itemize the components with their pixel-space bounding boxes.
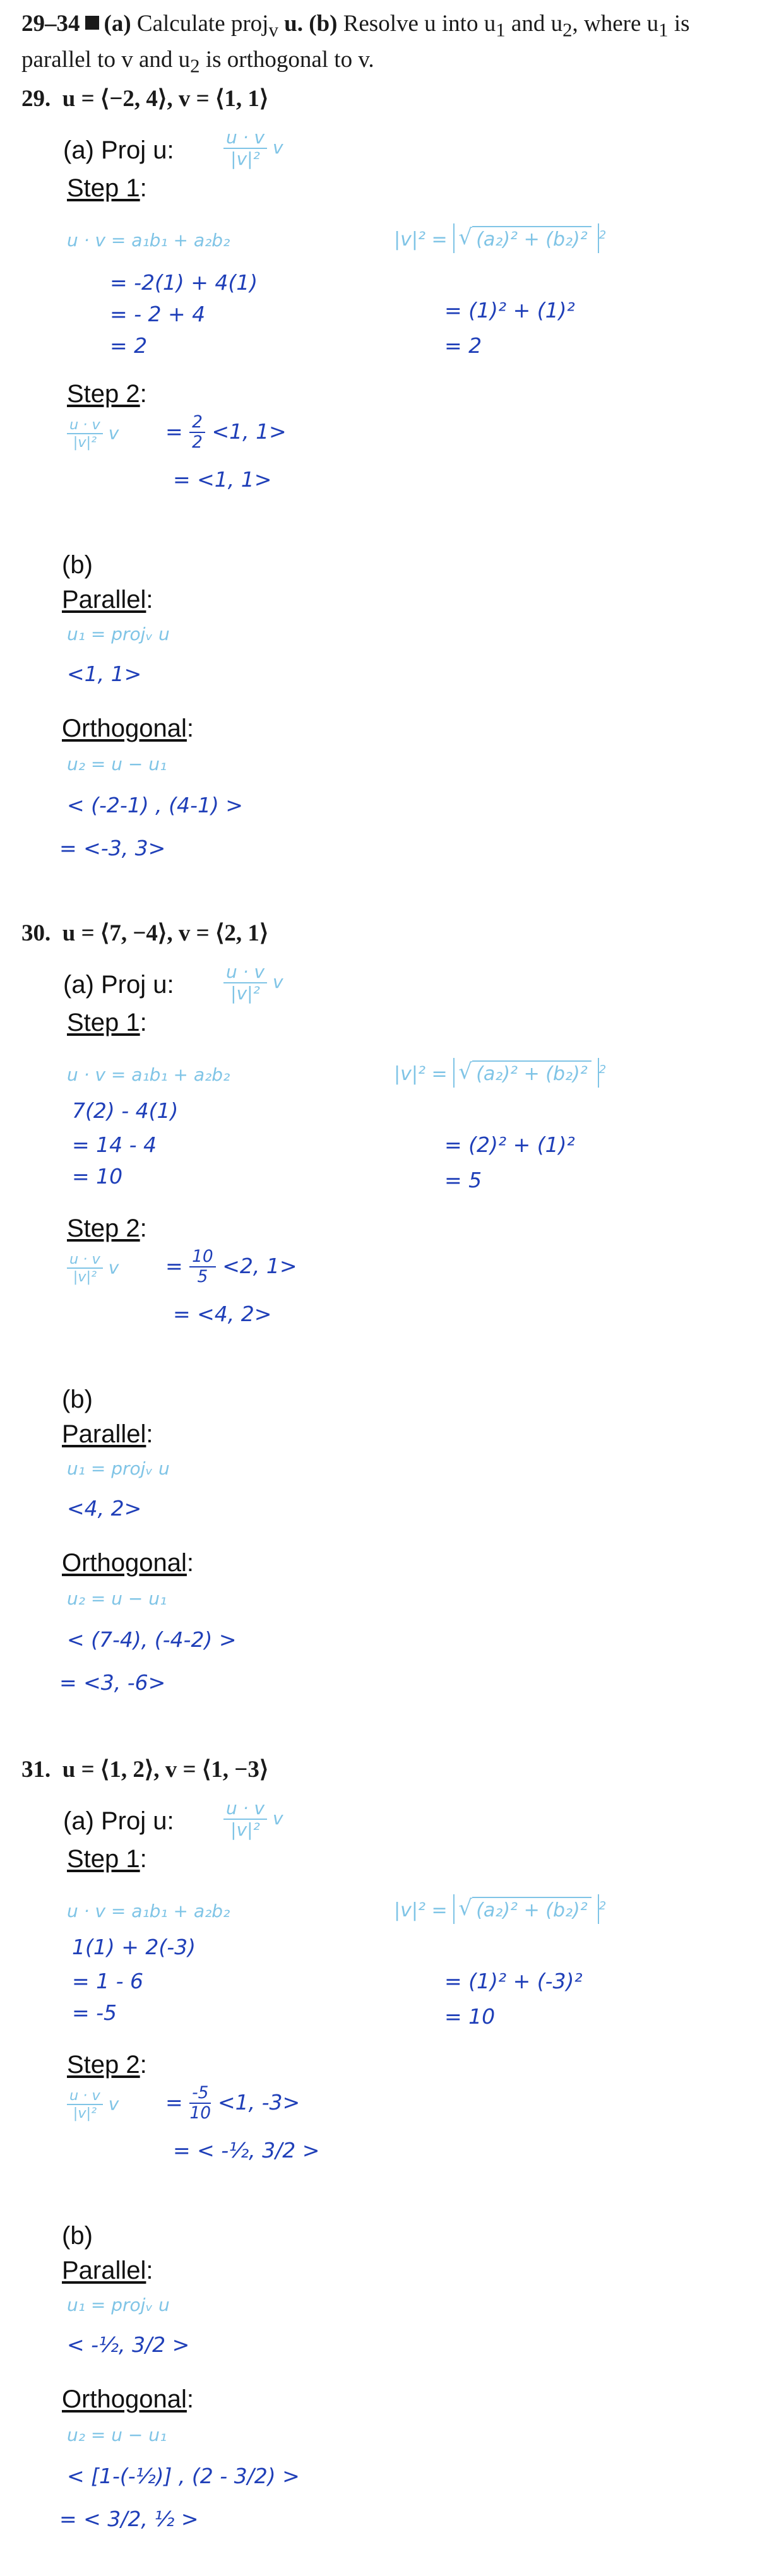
u2-definition: u₂ = u − u₁ <box>67 754 167 775</box>
part-b-label: (b) <box>62 551 93 579</box>
dot-product-definition: u · v = a₁b₁ + a₂b₂ <box>67 1064 230 1085</box>
parallel-result: <1, 1> <box>67 662 142 686</box>
problem-30 <box>21 915 754 1736</box>
norm-line: = 2 <box>444 333 482 358</box>
header-sub: v <box>268 19 278 41</box>
dot-line: = -2(1) + 4(1) <box>110 270 258 295</box>
part-a-label: (a) Proj u: <box>63 1807 174 1835</box>
step2-substitution: = $\frac{-5}{10}$ <1, -3> <box>165 2083 300 2123</box>
orthogonal-label: Orthogonal: <box>62 1549 194 1577</box>
dot-line: = 14 - 4 <box>72 1132 157 1157</box>
orthogonal-label: Orthogonal: <box>62 715 194 742</box>
dot-line: = 10 <box>72 1164 123 1189</box>
part-b-marker: (b) <box>309 11 338 37</box>
header-text: is orthogonal to v. <box>205 47 374 73</box>
u1-definition: u₁ = projᵥ u <box>67 624 170 644</box>
step2-substitution: = $\frac{2}{2}$ <1, 1> <box>165 412 287 453</box>
square-bullet-icon <box>85 16 99 30</box>
orthogonal-work: < [1-(-½)] , (2 - 3/2) > <box>67 2464 300 2488</box>
header-sub: 2 <box>190 55 200 77</box>
step2-label: Step 2: <box>67 380 147 408</box>
header-text: and u <box>511 11 563 37</box>
header-text: u. <box>284 11 303 37</box>
norm-line: = (2)² + (1)² <box>444 1132 575 1157</box>
problem-statement <box>21 85 268 112</box>
norm-line: = 5 <box>444 1168 482 1192</box>
header-text: Resolve u into u <box>343 11 496 37</box>
part-b-label: (b) <box>62 1386 93 1413</box>
orthogonal-label: Orthogonal: <box>62 2385 194 2413</box>
header-sub: 1 <box>658 19 669 41</box>
u1-definition: u₁ = projᵥ u <box>67 1458 170 1479</box>
part-a-label: (a) Proj u: <box>63 136 174 164</box>
problem-31 <box>21 1752 754 2572</box>
header-text: Calculate proj <box>136 11 269 37</box>
dot-line: = 1 - 6 <box>72 1969 144 1993</box>
vectors-given: u = ⟨−2, 4⟩, v = ⟨1, 1⟩ <box>62 86 269 112</box>
projection-formula: $\frac{u \cdot v}{\text{|v|²}}$ v <box>223 1800 283 1839</box>
step2-formula: $\frac{u \cdot v}{\text{|v|²}}$ v <box>67 418 119 450</box>
step2-label: Step 2: <box>67 1214 147 1242</box>
dot-line: = - 2 + 4 <box>110 302 206 326</box>
part-a-marker: (a) <box>104 11 131 37</box>
problem-number: 29. <box>21 86 51 112</box>
header-text: is parallel to v and u <box>21 11 690 73</box>
orthogonal-result: = <-3, 3> <box>59 836 166 860</box>
parallel-label: Parallel: <box>62 586 153 614</box>
parallel-result: < -½, 3/2 > <box>67 2332 190 2357</box>
step1-label: Step 1: <box>67 174 147 202</box>
orthogonal-work: < (7-4), (-4-2) > <box>67 1627 237 1652</box>
u2-definition: u₂ = u − u₁ <box>67 2425 167 2445</box>
problem-number: 31. <box>21 1757 51 1783</box>
orthogonal-result: = < 3/2, ½ > <box>59 2507 199 2531</box>
norm-definition: |v|² = √ (a₂)² + (b₂)² $^2$ <box>394 1894 606 1924</box>
parallel-label: Parallel: <box>62 1420 153 1448</box>
parallel-label: Parallel: <box>62 2257 153 2284</box>
header-sub: 2 <box>562 19 573 41</box>
problem-number: 30. <box>21 920 51 946</box>
problem-statement <box>21 1755 268 1783</box>
norm-line: = (1)² + (1)² <box>444 298 575 323</box>
step2-result: = < -½, 3/2 > <box>173 2138 320 2163</box>
projection-formula: $\frac{u \cdot v}{\text{|v|²}}$ v <box>223 963 283 1002</box>
vectors-given: u = ⟨1, 2⟩, v = ⟨1, −3⟩ <box>62 1757 269 1783</box>
parallel-result: <4, 2> <box>67 1496 142 1521</box>
vectors-given: u = ⟨7, −4⟩, v = ⟨2, 1⟩ <box>62 920 269 946</box>
dot-line: = -5 <box>72 2000 117 2025</box>
orthogonal-result: = <3, -6> <box>59 1670 166 1695</box>
problem-statement <box>21 919 268 947</box>
u1-definition: u₁ = projᵥ u <box>67 2294 170 2315</box>
step1-label: Step 1: <box>67 1009 147 1036</box>
norm-definition: |v|² = √ (a₂)² + (b₂)² $^2$ <box>394 1058 606 1088</box>
step2-label: Step 2: <box>67 2051 147 2079</box>
step2-formula: $\frac{u \cdot v}{\text{|v|²}}$ v <box>67 1252 119 1285</box>
dot-line: = 2 <box>110 333 148 358</box>
norm-line: = (1)² + (-3)² <box>444 1969 583 1993</box>
dot-product-definition: u · v = a₁b₁ + a₂b₂ <box>67 230 230 251</box>
dot-line: 1(1) + 2(-3) <box>72 1935 196 1959</box>
dot-line: 7(2) - 4(1) <box>72 1098 179 1123</box>
part-a-label: (a) Proj u: <box>63 971 174 999</box>
step2-formula: $\frac{u \cdot v}{\text{|v|²}}$ v <box>67 2089 119 2121</box>
dot-product-definition: u · v = a₁b₁ + a₂b₂ <box>67 1901 230 1921</box>
step2-result: = <4, 2> <box>173 1302 272 1326</box>
exercise-instructions <box>21 9 754 81</box>
problem-29 <box>21 81 754 901</box>
header-text: , where u <box>572 11 659 37</box>
norm-line: = 10 <box>444 2004 496 2029</box>
step2-result: = <1, 1> <box>173 467 272 492</box>
exercise-range: 29–34 <box>21 11 80 37</box>
orthogonal-work: < (-2-1) , (4-1) > <box>67 793 243 817</box>
step1-label: Step 1: <box>67 1845 147 1873</box>
projection-formula: $\frac{u \cdot v}{\text{|v|²}}$ v <box>223 129 283 168</box>
u2-definition: u₂ = u − u₁ <box>67 1588 167 1609</box>
norm-definition: |v|² = √ (a₂)² + (b₂)² $^2$ <box>394 223 606 253</box>
step2-substitution: = $\frac{10}{5}$ <2, 1> <box>165 1247 297 1287</box>
header-sub: 1 <box>496 19 506 41</box>
part-b-label: (b) <box>62 2222 93 2250</box>
